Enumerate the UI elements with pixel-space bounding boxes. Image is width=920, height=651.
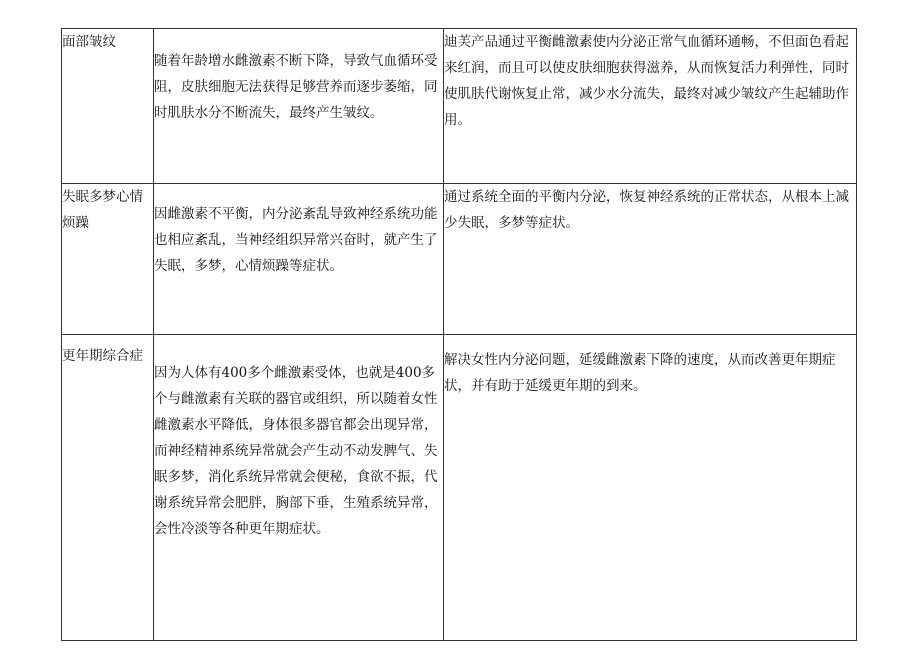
effect-cell: 解决女性内分泌问题，延缓雌激素下降的速度，从而改善更年期症状，并有助于延缓更年期的到来。 xyxy=(444,335,857,641)
symptom-cell: 失眠多梦心情烦躁 xyxy=(62,184,154,335)
symptom-cell: 更年期综合症 xyxy=(62,335,154,641)
table-row xyxy=(62,335,857,641)
cause-cell: 因为人体有400多个雌激素受体，也就是400多个与雌激素有关联的器官或组织，所以随着女性雌激素水平降低，身体很多器官都会出现异常，而神经精神系统异常就会产生动不动发脾气、失眠多梦，消化系统异常就会便秘，食欲不振，代谢系统异常会肥胖，胸部下垂，生殖系统异常，会性冷淡等各种更年期症状。 xyxy=(154,335,444,641)
effect-cell: 通过系统全面的平衡内分泌，恢复神经系统的正常状态，从根本上减少失眠，多梦等症状。 xyxy=(444,184,857,335)
cause-cell: 因雌激素不平衡，内分泌紊乱导致神经系统功能也相应紊乱，当神经组织异常兴奋时，就产生了失眠，多梦，心情烦躁等症状。 xyxy=(154,184,444,335)
effect-cell: 迪芙产品通过平衡雌激素使内分泌正常气血循环通畅，不但面色看起来红润，而且可以使皮肤细胞获得滋养，从而恢复活力利弹性，同时使肌肤代谢恢复止常，减少水分流失，最终对减少皱纹产生起辅助作用。 xyxy=(444,29,857,184)
symptom-cell: 面部皱纹 xyxy=(62,29,154,184)
cause-cell: 随着年龄增水雌激素不断下降，导致气血循环受阻，皮肤细胞无法获得足够营养而逐步萎缩，同时肌肤水分不断流失，最终产生皱纹。 xyxy=(154,29,444,184)
table-row xyxy=(62,184,857,335)
symptom-table xyxy=(61,28,857,641)
table-row xyxy=(62,29,857,184)
